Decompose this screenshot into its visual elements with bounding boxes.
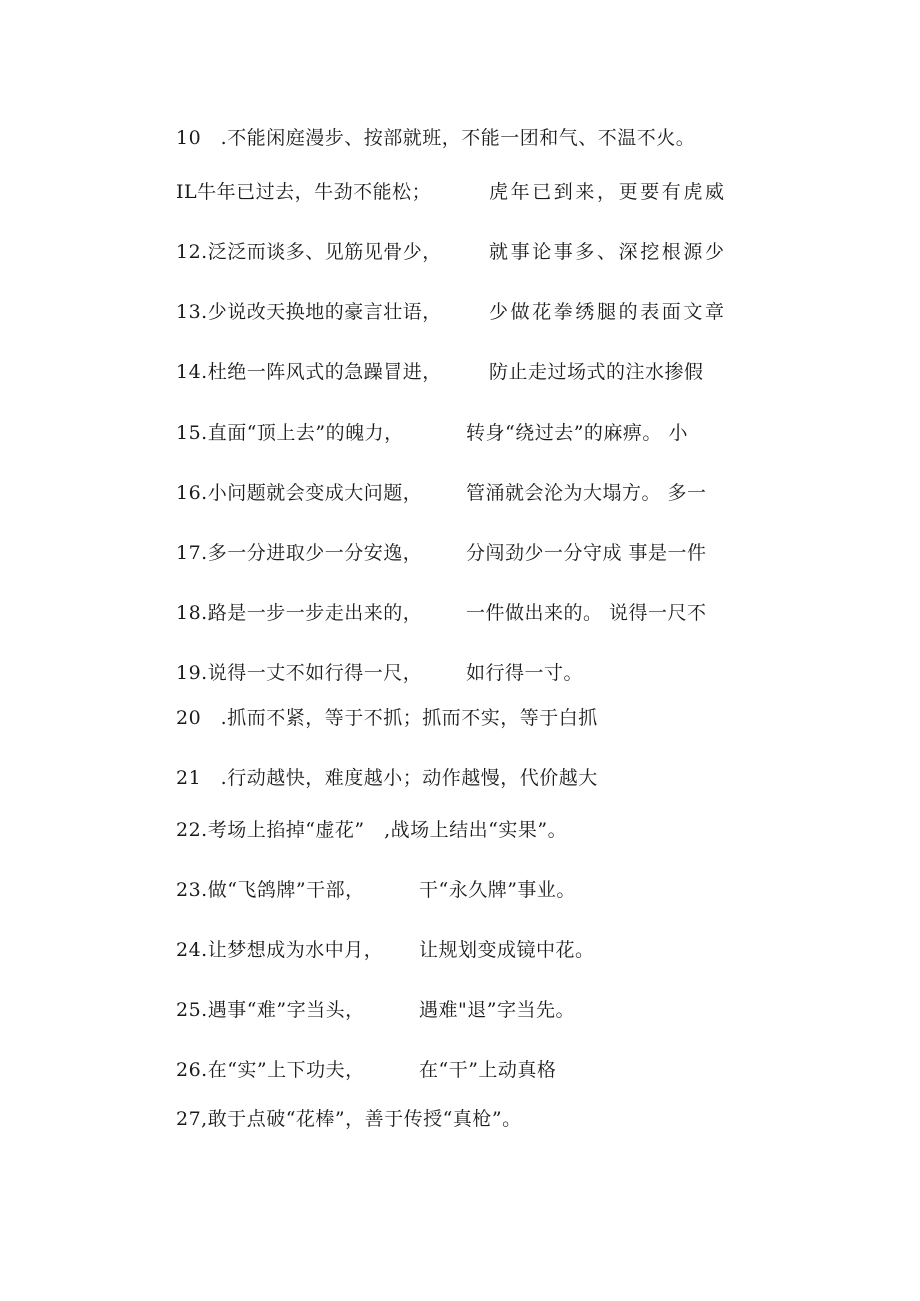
- slogan-line-27: [176, 1107, 522, 1179]
- slogan-line-16-part-1: 16.小问题就会变成大问题，: [176, 482, 423, 504]
- slogan-line-26-part-1: 26.在“实”上下功夫，: [176, 1059, 365, 1081]
- slogan-line-19-part-1: 19.说得一丈不如行得一尺，: [176, 662, 423, 684]
- slogan-line-23-part-2: 干“永久牌”事业。: [419, 879, 576, 901]
- slogan-line-12-part-2: 就事论事多、深挖根源少: [489, 241, 727, 263]
- slogan-line-16-part-2: 管涌就会沦为大塌方。 多一: [466, 482, 707, 504]
- slogan-line-13-part-1: 13.少说改天换地的豪言壮语，: [176, 301, 442, 323]
- slogan-line-26-part-2: 在“干”上动真格: [419, 1059, 557, 1081]
- slogan-line-19-part-2: 如行得一寸。: [466, 662, 584, 684]
- slogan-line-24-part-1: 24.让梦想成为水中月，: [176, 939, 384, 961]
- slogan-line-18-part-1: 18.路是一步一步走出来的，: [176, 602, 423, 624]
- slogan-line-12-part-1: 12.泛泛而谈多、见筋见骨少，: [176, 241, 442, 263]
- slogan-line-27-text: 27,敢于点破“花棒”，善于传授“真枪”。: [176, 1108, 522, 1130]
- slogan-line-13-part-2: 少做花拳绣腿的表面文章: [489, 301, 727, 323]
- slogan-line-17-part-2: 分闯劲少一分守成 事是一件: [466, 542, 707, 564]
- slogan-line-18-part-2: 一件做出来的。 说得一尺不: [466, 602, 707, 624]
- slogan-line-14-part-2: 防止走过场式的注水掺假: [489, 361, 704, 383]
- slogan-line-15-part-2: 转身“绕过去”的麻痹。 小: [466, 422, 688, 444]
- slogan-line-11-part-1: IL牛年已过去，牛劲不能松；: [176, 181, 432, 203]
- slogan-line-20-text: 20 .抓而不紧，等于不抓；抓而不实，等于白抓: [176, 707, 598, 729]
- slogan-line-22-text: 22.考场上掐掉“虚花” ,战场上结出“实果”。: [176, 819, 568, 841]
- slogan-line-10-text: 10 .不能闲庭漫步、按部就班，不能一团和气、不温不火。: [176, 127, 696, 149]
- slogan-line-21-text: 21 .行动越快，难度越小；动作越慢，代价越大: [176, 767, 598, 789]
- slogan-line-25-part-1: 25.遇事“难”字当头，: [176, 999, 365, 1021]
- slogan-line-17-part-1: 17.多一分进取少一分安逸，: [176, 542, 423, 564]
- slogan-line-14-part-1: 14.杜绝一阵风式的急躁冒进，: [176, 361, 442, 383]
- slogan-line-24-part-2: 让规划变成镜中花。: [419, 939, 595, 961]
- slogan-line-15-part-1: 15.直面“顶上去”的魄力，: [176, 422, 404, 444]
- slogan-line-11-part-2: 虎年已到来，更要有虎威: [489, 181, 727, 203]
- slogan-line-25-part-2: 遇难"退”字当先。: [419, 999, 575, 1021]
- slogan-line-23-part-1: 23.做“飞鸽牌”干部，: [176, 879, 365, 901]
